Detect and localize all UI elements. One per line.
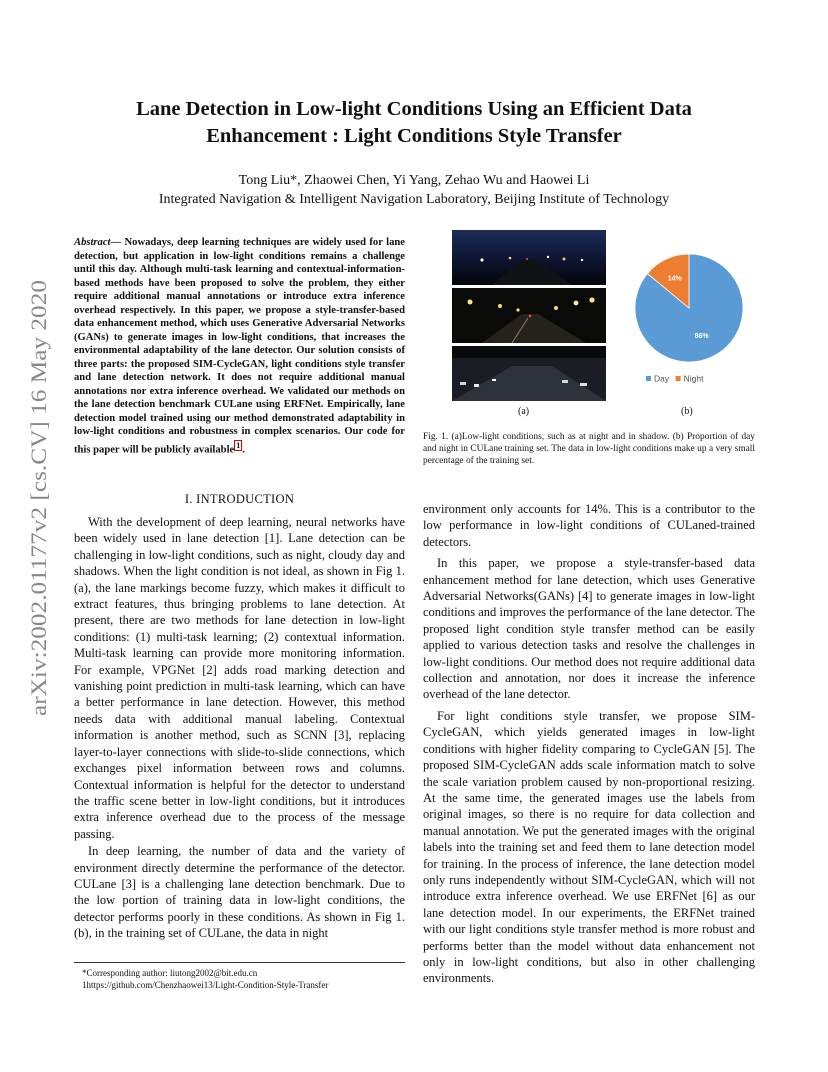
- intro-paragraph-4: In this paper, we propose a style-transfer-based data enhancement method for lane detection, which uses Generative Adversarial Networks(GANs) [4] to generate images in low-light conditions and improves the performance of the lane detector. The proposed light condition style transfer method can be easily applied to various detection tasks and resolve the challenges in low-light conditions. Our method does not require additional data collection and annotation, nor does it increase the inference overhead of the lane detector.: [423, 556, 755, 702]
- intro-paragraph-3: environment only accounts for 14%. This is a contributor to the low performance in low-light conditions of CULaned-trained detectors.: [423, 502, 755, 549]
- night-road-photo-1: [452, 230, 606, 285]
- section-heading-introduction: I. INTRODUCTION: [184, 492, 295, 506]
- affiliation: Integrated Navigation & Intelligent Navigation Laboratory, Beijing Institute of Technology: [158, 192, 670, 207]
- introduction-right-column: [423, 501, 755, 987]
- intro-paragraph-1: With the development of deep learning, neural networks have been widely used in lane detection [1]. Lane detection can be challenging in low-light conditions, such as night, cloudy day and shadows. When the light condition is not ideal, as shown in Fig 1. (a), the lane markings become fuzzy, which makes it difficult to extract features, thus bringing problems to lane detection. At present, there are two methods for lane detection in low-light conditions: (1) multi-task learning; (2) contextual information. Multi-task learning can provide more monitoring information. For example, VPGNet [2] adds road marking detection and vanishing point prediction in multi-task learning, which can have a better performance in lane detection. However, this method needs data with additional manual labeling. Contextual information is another method, such as SCNN [3], replacing layer-to-layer connections with slide-to-slide connections, which exchanges pixel information between rows and columns. Contextual information is helpful for the detector to understand the traffic scene better in low-light conditions, but it introduces extra inference overhead due to the process of the message passing.: [74, 515, 405, 841]
- legend-label-night: Night: [683, 373, 704, 384]
- abstract-label: Abstract: [74, 237, 111, 248]
- figure-1b-pie-chart: [630, 250, 748, 390]
- arxiv-stamp: [10, 278, 58, 716]
- figure-label-a: (a): [518, 406, 530, 417]
- legend-swatch-day: [646, 376, 651, 381]
- footnote-code-url: 1https://github.com/Chenzhaowei13/Light-Condition-Style-Transfer: [82, 980, 329, 990]
- author-list: Tong Liu*, Zhaowei Chen, Yi Yang, Zehao Wu and Haowei Li: [238, 173, 590, 188]
- legend-label-day: Day: [654, 373, 670, 384]
- pie-data-label-day: 86%: [694, 332, 709, 340]
- author-block: [60, 171, 768, 209]
- intro-paragraph-2: In deep learning, the number of data and the variety of environment directly determine the performance of the detector. CULane [3] is a challenging lane detection benchmark. Due to the low portion of training data in low-light conditions, the detector performs poorly in these conditions. As shown in Fig 1.(b), in the training set of CULane, the data in night: [74, 844, 405, 941]
- title-line-1: Lane Detection in Low-light Conditions Using an Efficient Data: [136, 98, 692, 120]
- pie-data-label-night: 14%: [667, 275, 682, 283]
- footnote-ref-link[interactable]: 1: [236, 440, 241, 450]
- footnote-corresponding-author: *Corresponding author: liutong2002@bit.edu.cn: [82, 968, 258, 978]
- paper-title: [60, 96, 768, 150]
- figure-1a-photos: [452, 230, 606, 404]
- legend-swatch-night: [676, 376, 681, 381]
- title-line-2: Enhancement : Light Conditions Style Transfer: [206, 125, 622, 147]
- introduction-left-column: [74, 514, 405, 942]
- abstract-text: — Nowadays, deep learning techniques are widely used for lane detection, but application in low-light conditions remains a challenge until this day. Although multi-task learning and contextual-information-based methods have been proposed to solve the problem, they either require additional manual annotations or introduce extra inference overhead respectively. In this paper, we propose a style-transfer-based data enhancement method, which uses Generative Adversarial Networks (GANs) to generate images in low-light conditions, that increases the environmental adaptability of the lane detector. Our solution consists of three parts: the proposed SIM-CycleGAN, light conditions style transfer and lane detection network. It does not require additional manual annotations nor extra inference overhead. We validated our methods on the lane detection benchmark CULane using ERFNet. Empirically, lane detection model trained using our method demonstrated adaptability in low-light conditions and robustness in complex scenarios. Our code for this paper will be publicly available: [74, 237, 405, 456]
- abstract: [74, 236, 405, 457]
- arxiv-stamp-text: arXiv:2002.01177v2 [cs.CV] 16 May 2020: [26, 328, 51, 716]
- figure-label-b: (b): [681, 406, 693, 417]
- abstract-end: .: [242, 444, 245, 456]
- intro-paragraph-5: For light conditions style transfer, we propose SIM-CycleGAN, which yields generated images in low-light conditions with higher fidelity comparing to CycleGAN [5]. The proposed SIM-CycleGAN adds scale information match to solve the scale variation problem caused by non-proportional resizing. At the same time, the generated images use the labels from original images, so there is no require for data collection and manual annotation. We put the generated images with the original labels into the training set and feed them to lane detection model for training. In the process of inference, the lane detection model only runs independently without SIM-CycleGAN, which will not introduce extra inference overhead. We use ERFNet [6] as our lane detection model. In our experiments, the ERFNet trained with our light conditions style transfer method is more robust and performs better than the model without data enhancement not only in low-light conditions, but also in other challenging environments.: [423, 708, 755, 986]
- night-road-photo-2: [452, 288, 606, 343]
- footnotes: [74, 962, 405, 991]
- figure-1-caption: Fig. 1. (a)Low-light conditions, such as at night and in shadow. (b) Proportion of day and night in CULane training set. The data in low-light conditions make up a very small percentage of the training set.: [423, 432, 755, 466]
- shadow-road-photo: [452, 346, 606, 401]
